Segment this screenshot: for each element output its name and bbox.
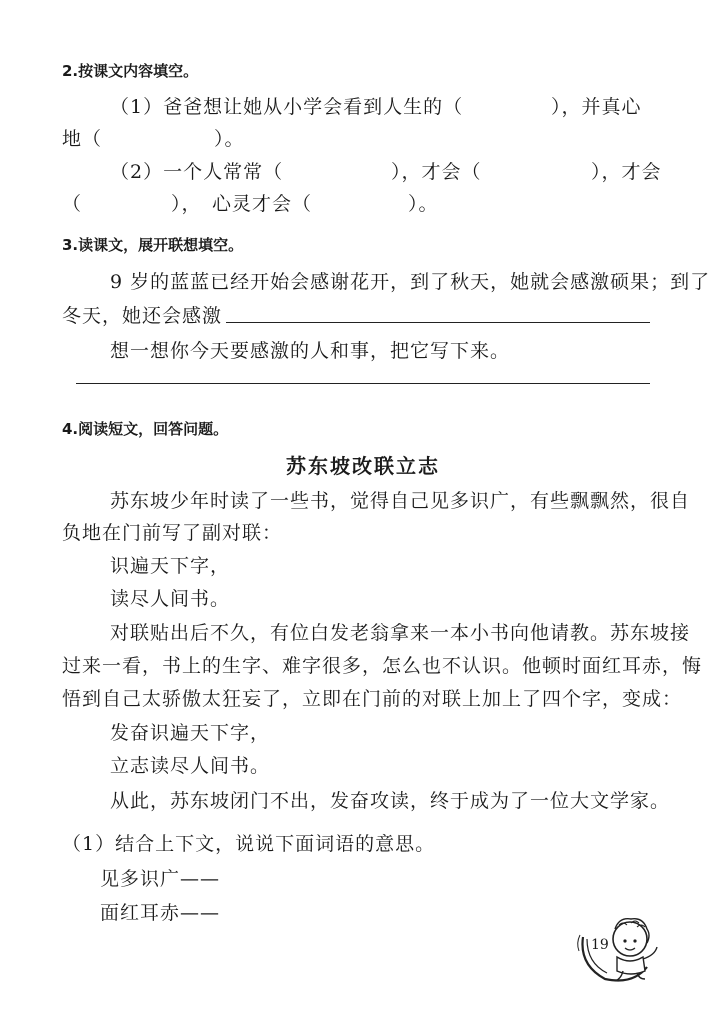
page-number: 19 — [591, 937, 609, 953]
new-couplet-line-2: 立志读尽人间书。 — [110, 755, 271, 777]
p1-line1: 苏东坡少年时读了一些书，觉得自己见多识广，有些飘飘然，很自 — [110, 490, 691, 512]
new-couplet-line-1: 发奋识遍天下字， — [110, 722, 271, 744]
s2-q2-line2-mid: ）， 心灵才会（ — [171, 193, 313, 215]
s2-q2-line2-open: （ — [62, 193, 83, 215]
s2-q2-text-end: ），才会 — [591, 161, 662, 183]
s3-line1: 9 岁的蓝蓝已经开始会感谢花开，到了秋天，她就会感激硕果；到了 — [110, 271, 711, 293]
s2-q2-line2-close: ）。 — [408, 193, 439, 215]
term-2: 面红耳赤—— — [100, 902, 221, 924]
s2-q1-line2-open: 地（ — [62, 128, 103, 150]
s3-line2: 冬天，她还会感激 — [62, 305, 223, 327]
section-3-heading: 3.读课文，展开联想填空。 — [62, 236, 244, 254]
p2-line1: 对联贴出后不久，有位白发老翁拿来一本小书向他请教。苏东坡接 — [110, 622, 691, 644]
mascot-icon — [575, 905, 665, 985]
s2-q1-line2-close: ）。 — [214, 128, 245, 150]
section-2-heading: 2.按课文内容填空。 — [62, 62, 199, 80]
p2-line3: 悟到自己太骄傲太狂妄了，立即在门前的对联上加上了四个字，变成： — [62, 688, 683, 710]
passage-title: 苏东坡改联立志 — [286, 454, 440, 478]
s2-q2-text: （2）一个人常常（ — [110, 161, 284, 183]
question-1: （1）结合上下文，说说下面词语的意思。 — [62, 833, 436, 855]
p1-line2: 负地在门前写了副对联： — [62, 522, 283, 544]
s3-answer-line-1 — [226, 322, 650, 323]
couplet-line-1: 识遍天下字， — [110, 555, 231, 577]
s3-line3: 想一想你今天要感激的人和事，把它写下来。 — [110, 340, 511, 362]
s2-q1-text: （1）爸爸想让她从小学会看到人生的（ — [110, 96, 464, 118]
s3-answer-line-2 — [76, 383, 650, 384]
s2-q2-text-mid: ），才会（ — [391, 161, 482, 183]
s2-q1-text-end: ），并真心 — [551, 96, 642, 118]
section-4-heading: 4.阅读短文，回答问题。 — [62, 420, 229, 438]
couplet-line-2: 读尽人间书。 — [110, 588, 231, 610]
p2-line2: 过来一看，书上的生字、难字很多，怎么也不认识。他顿时面红耳赤，悔 — [62, 655, 703, 677]
p3-line: 从此，苏东坡闭门不出，发奋攻读，终于成为了一位大文学家。 — [110, 790, 671, 812]
term-1: 见多识广—— — [100, 868, 221, 890]
